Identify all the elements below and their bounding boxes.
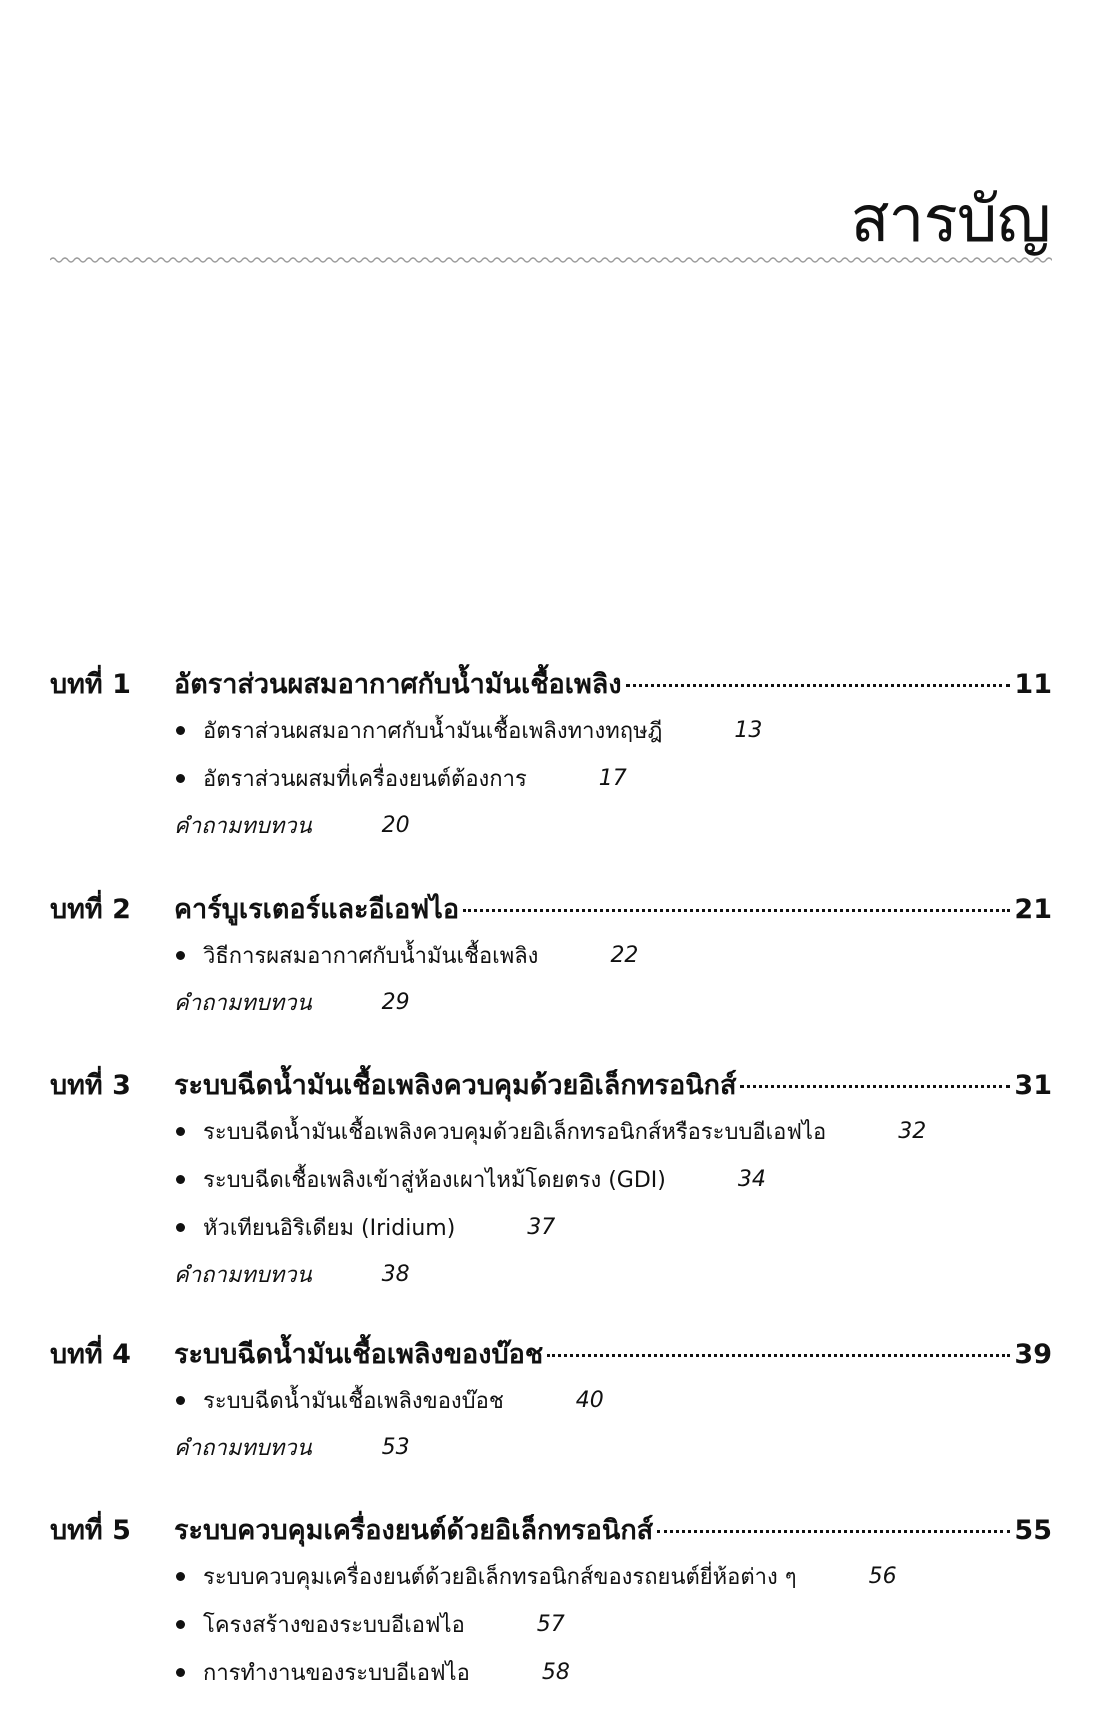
chapter-4 (50, 1332, 1052, 1470)
bullet-icon (176, 1175, 185, 1184)
chapter-heading[interactable] (50, 1508, 1052, 1548)
topic-item[interactable] (174, 1552, 1052, 1600)
topic-page-number: 13 (734, 717, 763, 743)
review-label: คำถามทบทวน (174, 1262, 312, 1288)
chapter-number: บทที่ 4 (50, 1339, 131, 1370)
topic-page-number: 56 (868, 1563, 897, 1589)
topic-item[interactable] (174, 1376, 1052, 1424)
topic-title: โครงสร้างของระบบอีเอฟไอ (203, 1612, 465, 1638)
chapter-page-number: 21 (1014, 894, 1052, 925)
bullet-icon (176, 1572, 185, 1581)
review-page-number: 29 (381, 989, 410, 1015)
chapter-page-number: 55 (1014, 1515, 1052, 1546)
topic-title: อัตราส่วนผสมที่เครื่องยนต์ต้องการ (203, 766, 527, 792)
topic-item[interactable] (174, 1600, 1052, 1648)
bullet-icon (176, 726, 185, 735)
topic-page-number: 32 (898, 1118, 927, 1144)
bullet-icon (176, 774, 185, 783)
topic-page-number: 40 (575, 1387, 604, 1413)
topic-title: ระบบฉีดเชื้อเพลิงเข้าสู่ห้องเผาไหม้โดยตรง (GDI) (203, 1167, 666, 1193)
chapter-1 (50, 662, 1052, 848)
review-questions[interactable] (174, 1424, 1052, 1470)
chapter-page-number: 31 (1014, 1070, 1052, 1101)
bullet-icon (176, 1127, 185, 1136)
chapter-title: อัตราส่วนผสมอากาศกับน้ำมันเชื้อเพลิง (174, 669, 622, 700)
chapter-heading[interactable] (50, 662, 1052, 702)
topic-page-number: 34 (737, 1166, 766, 1192)
bullet-icon (176, 1396, 185, 1405)
dot-leader (657, 1530, 1010, 1533)
chapter-number: บทที่ 5 (50, 1515, 131, 1546)
topic-title: การทำงานของระบบอีเอฟไอ (203, 1660, 470, 1686)
review-label: คำถามทบทวน (174, 813, 312, 839)
topic-title: ระบบฉีดน้ำมันเชื้อเพลิงควบคุมด้วยอิเล็กทรอนิกส์หรือระบบอีเอฟไอ (203, 1119, 827, 1145)
chapter-page-number: 11 (1014, 669, 1052, 700)
chapter-title: ระบบฉีดน้ำมันเชื้อเพลิงควบคุมด้วยอิเล็กทรอนิกส์ (174, 1070, 737, 1101)
chapter-number: บทที่ 3 (50, 1070, 131, 1101)
topic-item[interactable] (174, 706, 1052, 754)
topic-page-number: 57 (536, 1611, 565, 1637)
chapter-page-number: 39 (1014, 1339, 1052, 1370)
topic-item[interactable] (174, 754, 1052, 802)
dot-leader (547, 1354, 1010, 1357)
review-questions[interactable] (174, 802, 1052, 848)
topic-title: วิธีการผสมอากาศกับน้ำมันเชื้อเพลิง (203, 943, 539, 969)
review-page-number: 53 (381, 1434, 410, 1460)
chapter-heading[interactable] (50, 1063, 1052, 1103)
topic-title: หัวเทียนอิริเดียม (Iridium) (203, 1215, 456, 1241)
topic-item[interactable] (174, 1648, 1052, 1696)
bullet-icon (176, 1620, 185, 1629)
topic-item[interactable] (174, 931, 1052, 979)
chapter-heading[interactable] (50, 1332, 1052, 1372)
bullet-icon (176, 1223, 185, 1232)
topic-title: ระบบควบคุมเครื่องยนต์ด้วยอิเล็กทรอนิกส์ของรถยนต์ยี่ห้อต่าง ๆ (203, 1564, 797, 1590)
bullet-icon (176, 1668, 185, 1677)
topic-page-number: 37 (527, 1214, 556, 1240)
topic-page-number: 17 (598, 765, 627, 791)
review-label: คำถามทบทวน (174, 990, 312, 1016)
topic-item[interactable] (174, 1203, 1052, 1251)
chapter-5 (50, 1508, 1052, 1696)
chapter-title: ระบบฉีดน้ำมันเชื้อเพลิงของบ๊อช (174, 1339, 544, 1370)
chapter-3 (50, 1063, 1052, 1297)
dot-leader (463, 909, 1010, 912)
topic-title: ระบบฉีดน้ำมันเชื้อเพลิงของบ๊อช (203, 1388, 504, 1414)
dot-leader (740, 1085, 1010, 1088)
review-label: คำถามทบทวน (174, 1435, 312, 1461)
topic-title: อัตราส่วนผสมอากาศกับน้ำมันเชื้อเพลิงทางทฤษฎี (203, 718, 663, 744)
review-questions[interactable] (174, 1251, 1052, 1297)
chapter-number: บทที่ 1 (50, 669, 131, 700)
chapter-2 (50, 887, 1052, 1025)
dot-leader (626, 684, 1011, 687)
topic-item[interactable] (174, 1155, 1052, 1203)
chapter-heading[interactable] (50, 887, 1052, 927)
topic-page-number: 58 (541, 1659, 570, 1685)
review-questions[interactable] (174, 979, 1052, 1025)
topic-page-number: 22 (610, 942, 639, 968)
chapter-title: ระบบควบคุมเครื่องยนต์ด้วยอิเล็กทรอนิกส์ (174, 1515, 654, 1546)
bullet-icon (176, 951, 185, 960)
topic-item[interactable] (174, 1107, 1052, 1155)
review-page-number: 20 (381, 812, 410, 838)
chapter-title: คาร์บูเรเตอร์และอีเอฟไอ (174, 894, 460, 925)
page-title: สารบัญ (850, 183, 1050, 257)
chapter-number: บทที่ 2 (50, 894, 131, 925)
review-page-number: 38 (381, 1261, 410, 1287)
